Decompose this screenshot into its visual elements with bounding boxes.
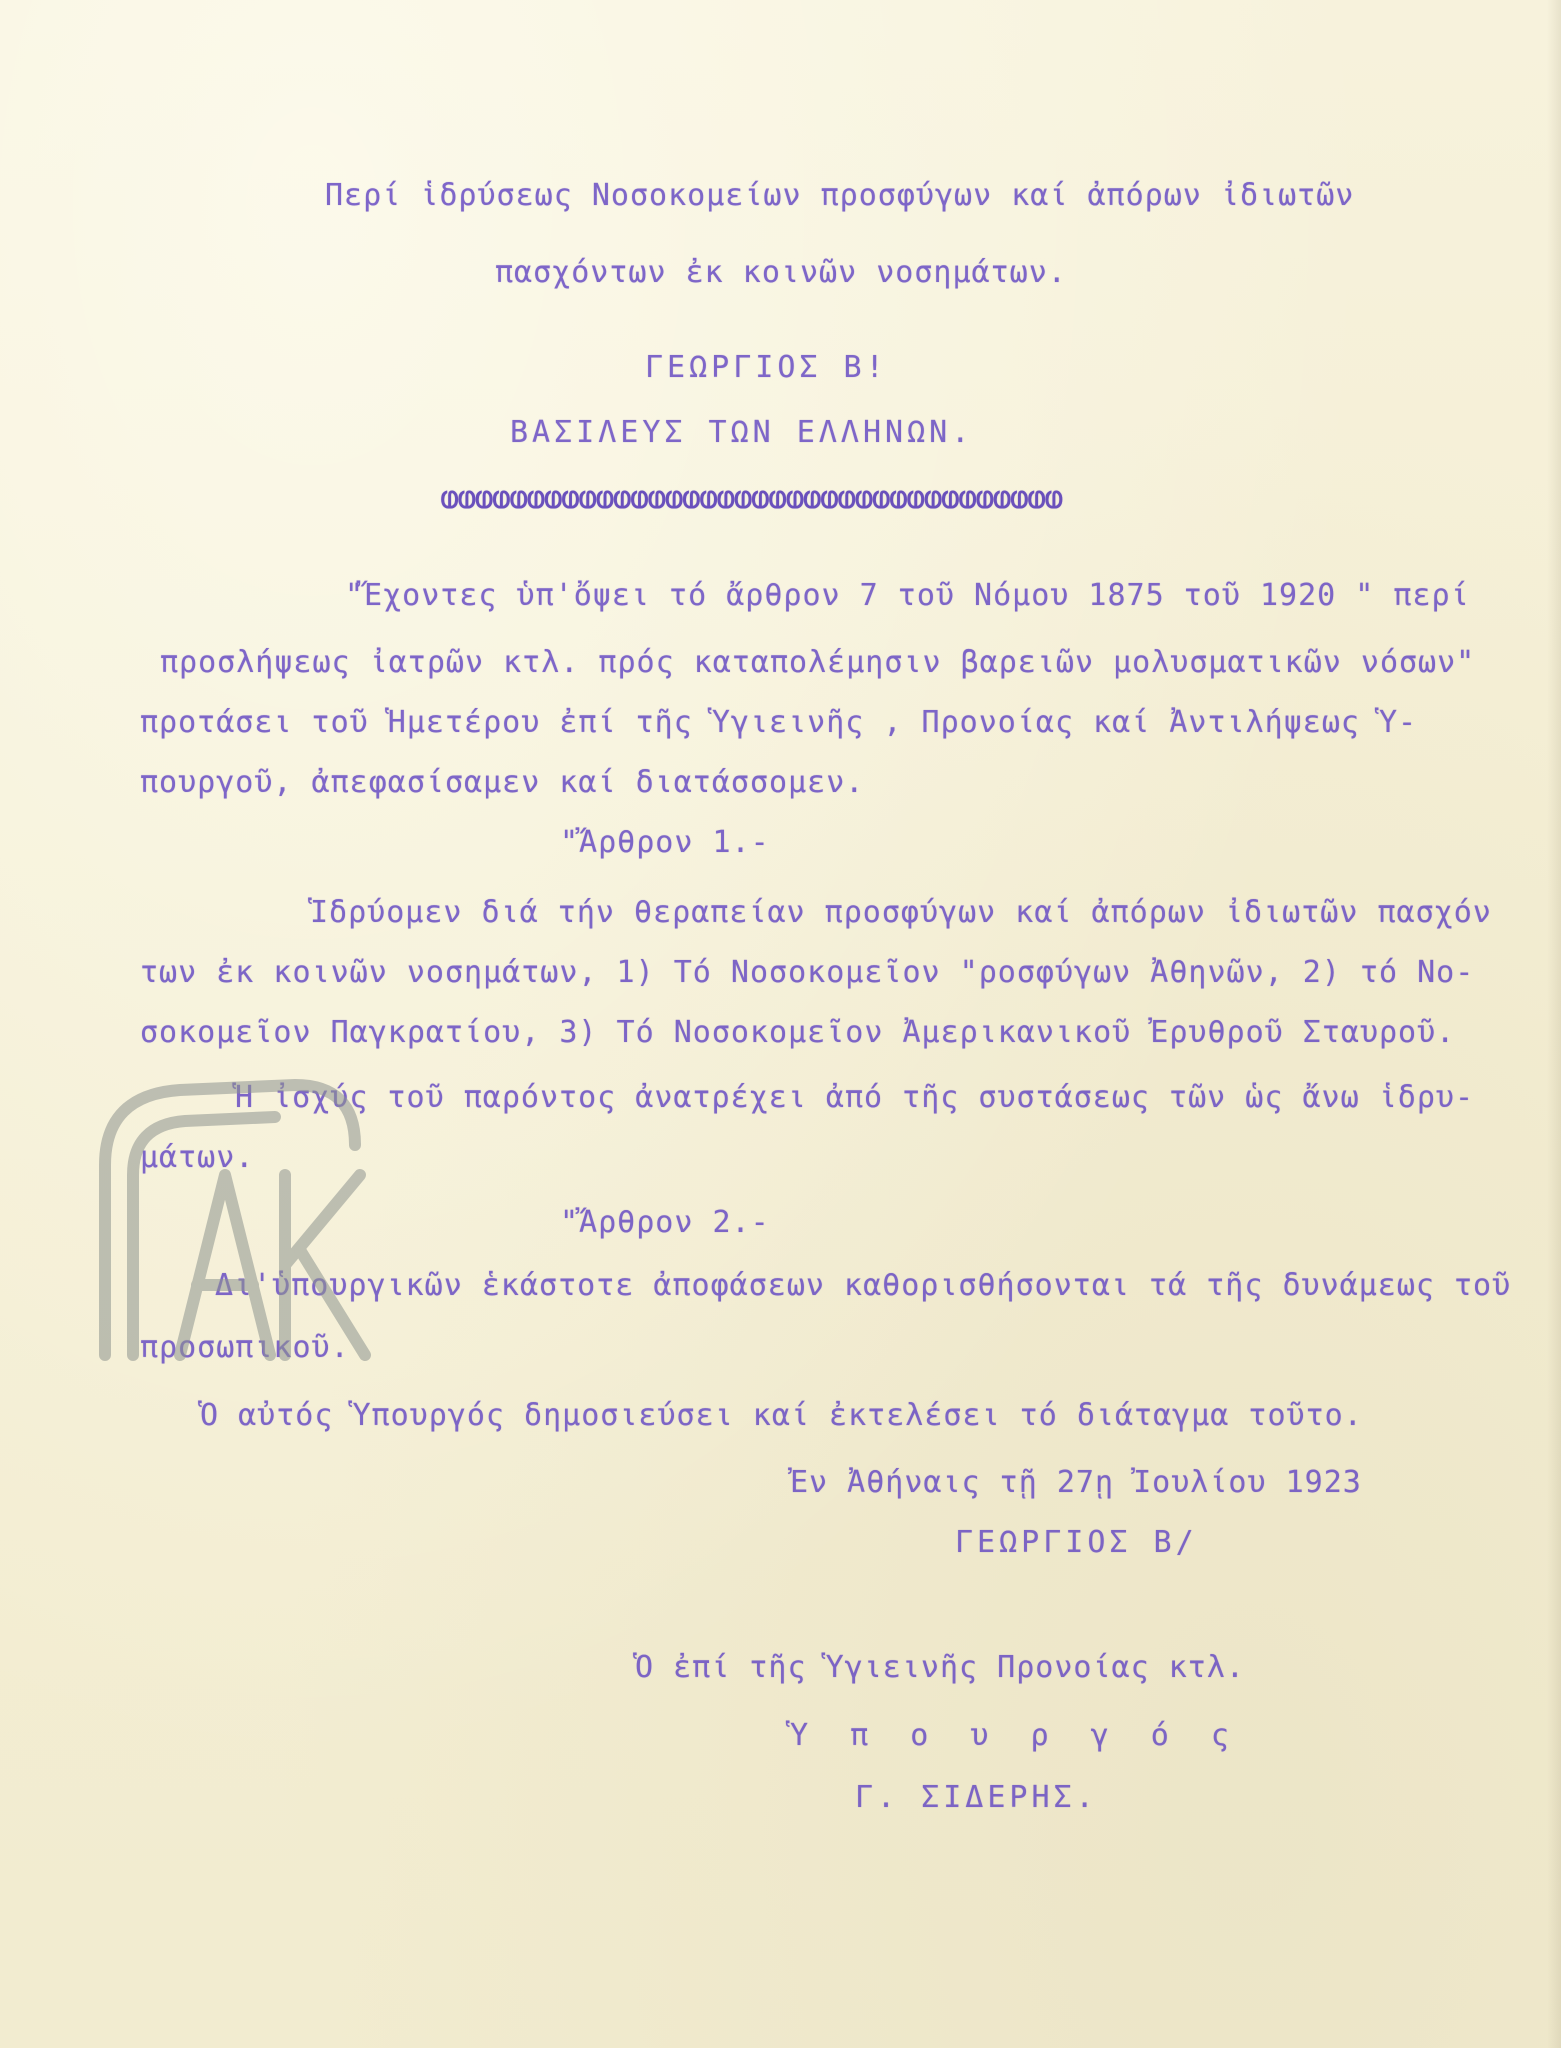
preamble-line-2: προσλήψεως ἰατρῶν κτλ. πρός καταπολέμησιν βαρειῶν μολυσματικῶν νόσων" <box>160 645 1476 680</box>
article-2-line-1: Δι'ὑπουργικῶν ἑκάστοτε ἀποφάσεων καθορισθήσονται τά τῆς δυνάμεως τοῦ <box>215 1268 1512 1303</box>
article-1-line-1: Ἱδρύομεν διά τήν θεραπείαν προσφύγων καί ἀπόρων ἰδιωτῶν πασχόν <box>310 895 1492 930</box>
king-name: ΓΕΩΡΓΙΟΣ Β! <box>645 350 888 385</box>
article-1-line-4: Ἡ ἰσχύς τοῦ παρόντος ἀνατρέχει ἀπό τῆς συστάσεως τῶν ὡς ἄνω ἱδρυ- <box>235 1080 1474 1115</box>
title-line-2: πασχόντων ἐκ κοινῶν νοσημάτων. <box>495 255 1067 290</box>
preamble-line-4: πουργοῦ, ἀπεφασίσαμεν καί διατάσσομεν. <box>140 765 865 800</box>
article-1-line-5: μάτων. <box>140 1140 255 1175</box>
minister-title: Ὁ ἐπί τῆς Ὑγιεινῆς Προνοίας κτλ. <box>635 1650 1245 1685</box>
king-signature: ΓΕΩΡΓΙΟΣ Β/ <box>955 1525 1198 1560</box>
title-line-1: Περί ἱδρύσεως Νοσοκομείων προσφύγων καί ἀπόρων ἰδιωτῶν <box>325 178 1355 213</box>
article-1-line-2: των ἐκ κοινῶν νοσημάτων, 1) Τό Νοσοκομεῖον "ροσφύγων Ἀθηνῶν, 2) τό Νο- <box>140 955 1475 990</box>
preamble-line-3: προτάσει τοῦ Ἡμετέρου ἐπί τῆς Ὑγιεινῆς , Προνοίας καί Ἀντιλήψεως Ὑ- <box>140 705 1418 740</box>
article-2-heading: "Ἄρθρον 2.- <box>560 1205 770 1240</box>
date-line: Ἐν Ἀθήναις τῇ 27ῃ Ἰουλίου 1923 <box>790 1465 1362 1500</box>
king-title: ΒΑΣΙΛΕΥΣ ΤΩΝ ΕΛΛΗΝΩΝ. <box>510 415 974 450</box>
minister-word: Ὑ π ο υ ρ γ ό ς <box>790 1718 1241 1753</box>
article-1-line-3: σοκομεῖον Παγκρατίου, 3) Τό Νοσοκομεῖον Ἀμερικανικοῦ Ἐρυθροῦ Σταυροῦ. <box>140 1015 1456 1050</box>
article-2-line-2: προσωπικοῦ. <box>140 1330 350 1365</box>
article-1-heading: "Ἄρθρον 1.- <box>560 825 770 860</box>
closing-line: Ὁ αὐτός Ὑπουργός δημοσιεύσει καί ἐκτελέσει τό διάταγμα τοῦτο. <box>200 1398 1363 1433</box>
decorative-rule: ⱷⱷⱷⱷⱷⱷⱷⱷⱷⱷⱷⱷⱷⱷⱷⱷⱷⱷⱷⱷⱷⱷⱷⱷⱷⱷⱷⱷⱷⱷⱷⱷⱷⱷⱷⱷ <box>440 478 1062 516</box>
ak-archive-logo-icon <box>85 1055 385 1385</box>
minister-name: Γ. ΣΙΔΕΡΗΣ. <box>855 1780 1098 1815</box>
preamble-line-1: "Ἔχοντες ὑπ'ὄψει τό ἄρθρον 7 τοῦ Νόμου 1875 τοῦ 1920 " περί <box>345 578 1470 613</box>
